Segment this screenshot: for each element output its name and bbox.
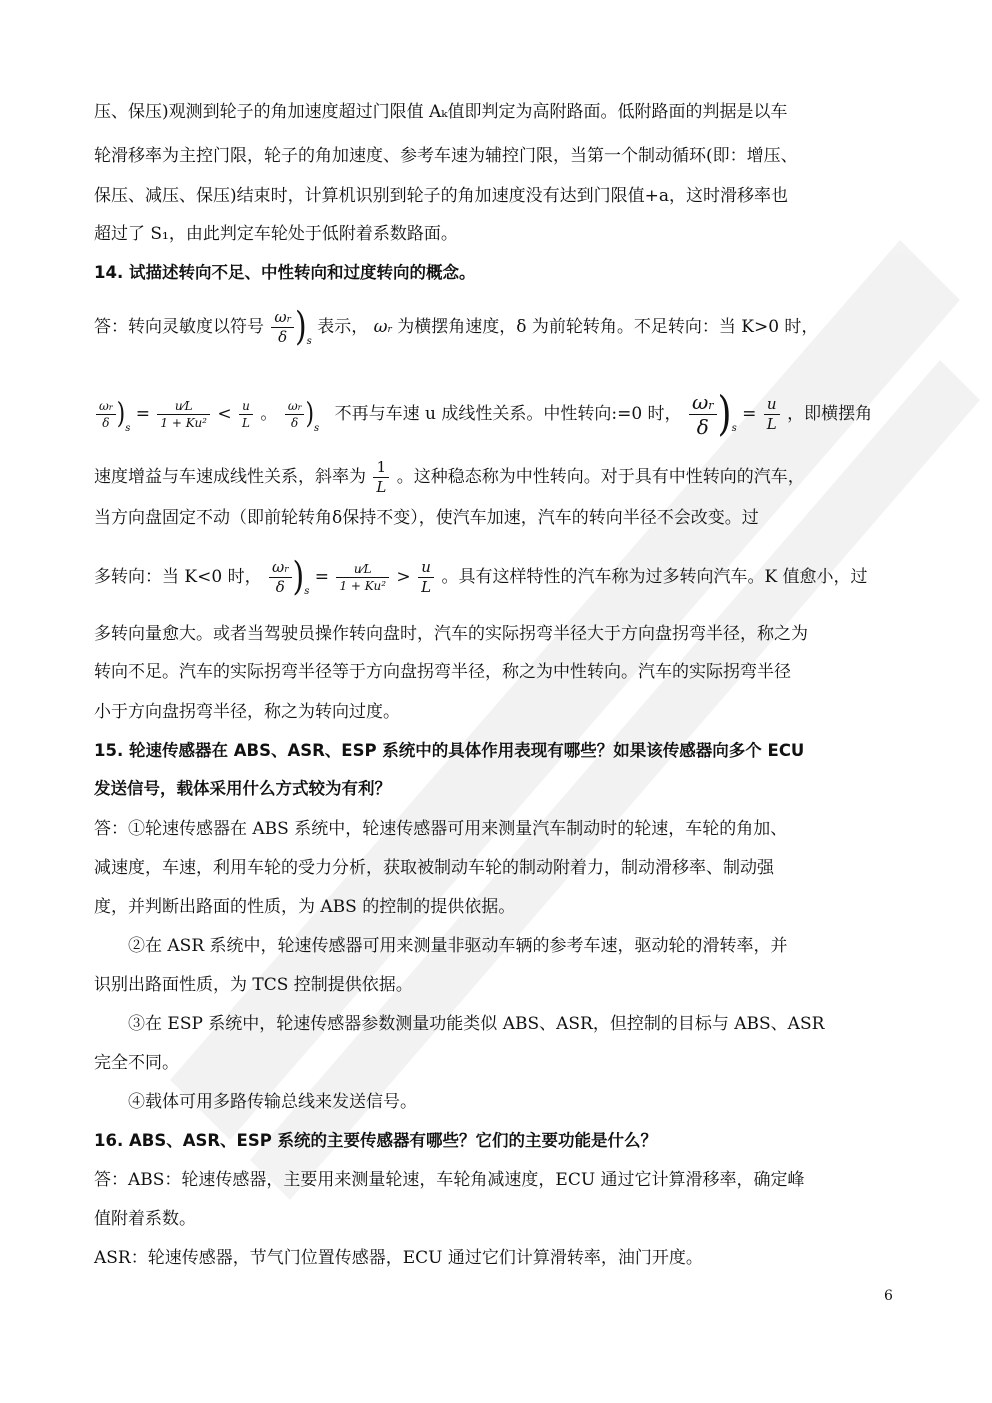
fraction-omega-delta: $\frac{\omega r}{\delta}$ [96,400,116,429]
fraction-1-L: $\frac{1}{L}$ [373,460,389,495]
para-line: 转向不足。汽车的实际拐弯半径等于方向盘拐弯半径，称之为中性转向。汽车的实际拐弯半径 [94,662,791,682]
para-line: ③在 ESP 系统中，轮速传感器参数测量功能类似 ABS、ASR，但控制的目标与 ABS、ASR [128,1014,825,1034]
para-line: 当方向盘固定不动（即前轮转角δ保持不变），使汽车加速，汽车的转向半径不会改变。过 [94,508,759,528]
fraction-omega-delta: $\frac{\omega r}{\delta}$ [285,400,305,429]
para-line: 识别出路面性质，为 TCS 控制提供依据。 [94,975,413,995]
para-line: ASR：轮速传感器，节气门位置传感器，ECU 通过它们计算滑转率，油门开度。 [94,1248,703,1268]
para-line: 压、保压)观测到轮子的角加速度超过门限值 Aₖ值即判定为高附路面。低附路面的判据是以车 [94,102,788,122]
para-line: 值附着系数。 [94,1209,196,1229]
page-number: 6 [884,1288,893,1304]
para-line: 小于方向盘拐弯半径，称之为转向过度。 [94,702,400,722]
para-line: 答：①轮速传感器在 ABS 系统中，轮速传感器可用来测量汽车制动时的轮速，车轮的角加、 [94,819,788,839]
para-line: 减速度，车速，利用车轮的受力分析，获取被制动车轮的制动附着力，制动滑移率、制动强 [94,858,774,878]
text: 。这种稳态称为中性转向。对于具有中性转向的汽车， [396,467,805,487]
fraction-u-L: $\frac{u}{L}$ [418,560,434,595]
fraction-u-L: $\frac{u}{L}$ [764,397,780,432]
para-line: ②在 ASR 系统中，轮速传感器可用来测量非驱动车辆的参考车速，驱动轮的滑转率，并 [128,936,788,956]
para-line: 度，并判断出路面的性质，为 ABS 的控制的提供依据。 [94,897,516,917]
answer-14-line-3 [94,460,805,495]
text: 不再与车速 u 成线性关系。中性转向:=0 时， [334,404,682,424]
fraction-gain: $\frac{u⁄L}{\text{1 + Ku²}}$ [157,400,210,429]
text: 多转向：当 K<0 时， [94,567,262,587]
text: 答：转向灵敏度以符号 [94,317,264,337]
answer-14-line-5: 多转向：当 K<0 时， $\frac{\omega r}{\delta}$ )$_s$ = $\frac{u⁄L}{\text{1 + Ku²}}$ > $\frac{u}{L}$ 。具有这样特性的汽车称为过多转向汽车。K 值愈小，过 [94,554,868,600]
text: 。具有这样特性的汽车称为过多转向汽车。K 值愈小，过 [441,567,868,587]
para-line: 完全不同。 [94,1053,179,1073]
para-line: 多转向量愈大。或者当驾驶员操作转向盘时，汽车的实际拐弯半径大于方向盘拐弯半径，称之为 [94,624,808,644]
fraction-omega-delta-large: $\frac{\omega r}{\delta}$ [689,392,717,437]
fraction-omega-delta: $\frac{\omega r}{\delta}$ [269,560,292,595]
answer-14-line-1: 答：转向灵敏度以符号 $\frac{\omega r}{\delta}$ )$_s$ 表示， ωr 为横摆角速度，δ 为前轮转角。不足转向：当 K>0 时， [94,304,819,350]
para-line: 轮滑移率为主控门限，轮子的角加速度、参考车速为辅控门限，当第一个制动循环(即：增压、 [94,146,798,166]
para-line: 保压、减压、保压)结束时，计算机识别到轮子的角加速度没有达到门限值+a，这时滑移率也 [94,186,789,206]
fraction-gain: $\frac{u⁄L}{\text{1 + Ku²}}$ [336,563,389,592]
text: 表示， [317,317,369,337]
fraction-u-L: $\frac{u}{L}$ [239,400,253,429]
para-line: ④载体可用多路传输总线来发送信号。 [128,1092,417,1112]
para-line: 超过了 S₁，由此判定车轮处于低附着系数路面。 [94,224,458,244]
answer-14-line-2: $\frac{\omega r}{\delta}$ )$_s$ = $\frac{u⁄L}{\text{1 + Ku²}}$ < $\frac{u}{L}$ 。 $\frac{\omega r}{\delta}$ )$_s$ 不再与车速 u 成线性关系。中性转向:=0 时， $\frac{\omega r}{\delta}$ )$_s$ = $\frac{u}{L}$ ，即横摆角 [94,392,872,441]
omega-symbol: ω [373,317,388,337]
question-15-line-2: 发送信号，载体采用什么方式较为有利？ [94,779,391,798]
text: 速度增益与车速成线性关系，斜率为 [94,467,366,487]
question-15-line-1: 15. 轮速传感器在 ABS、ASR、ESP 系统中的具体作用表现有哪些？如果该传感器向多个 ECU [94,741,805,760]
text: 为横摆角速度，δ 为前轮转角。不足转向：当 K>0 时， [397,317,819,337]
para-line: 答：ABS：轮速传感器，主要用来测量轮速，车轮角减速度，ECU 通过它计算滑移率，确定峰 [94,1170,805,1190]
question-14: 14. 试描述转向不足、中性转向和过度转向的概念。 [94,263,476,282]
fraction-omega-delta: $\frac{\omega r}{\delta}$ [271,310,294,345]
text: ，即横摆角 [787,404,873,424]
question-16: 16. ABS、ASR、ESP 系统的主要传感器有哪些？它们的主要功能是什么？ [94,1131,658,1150]
